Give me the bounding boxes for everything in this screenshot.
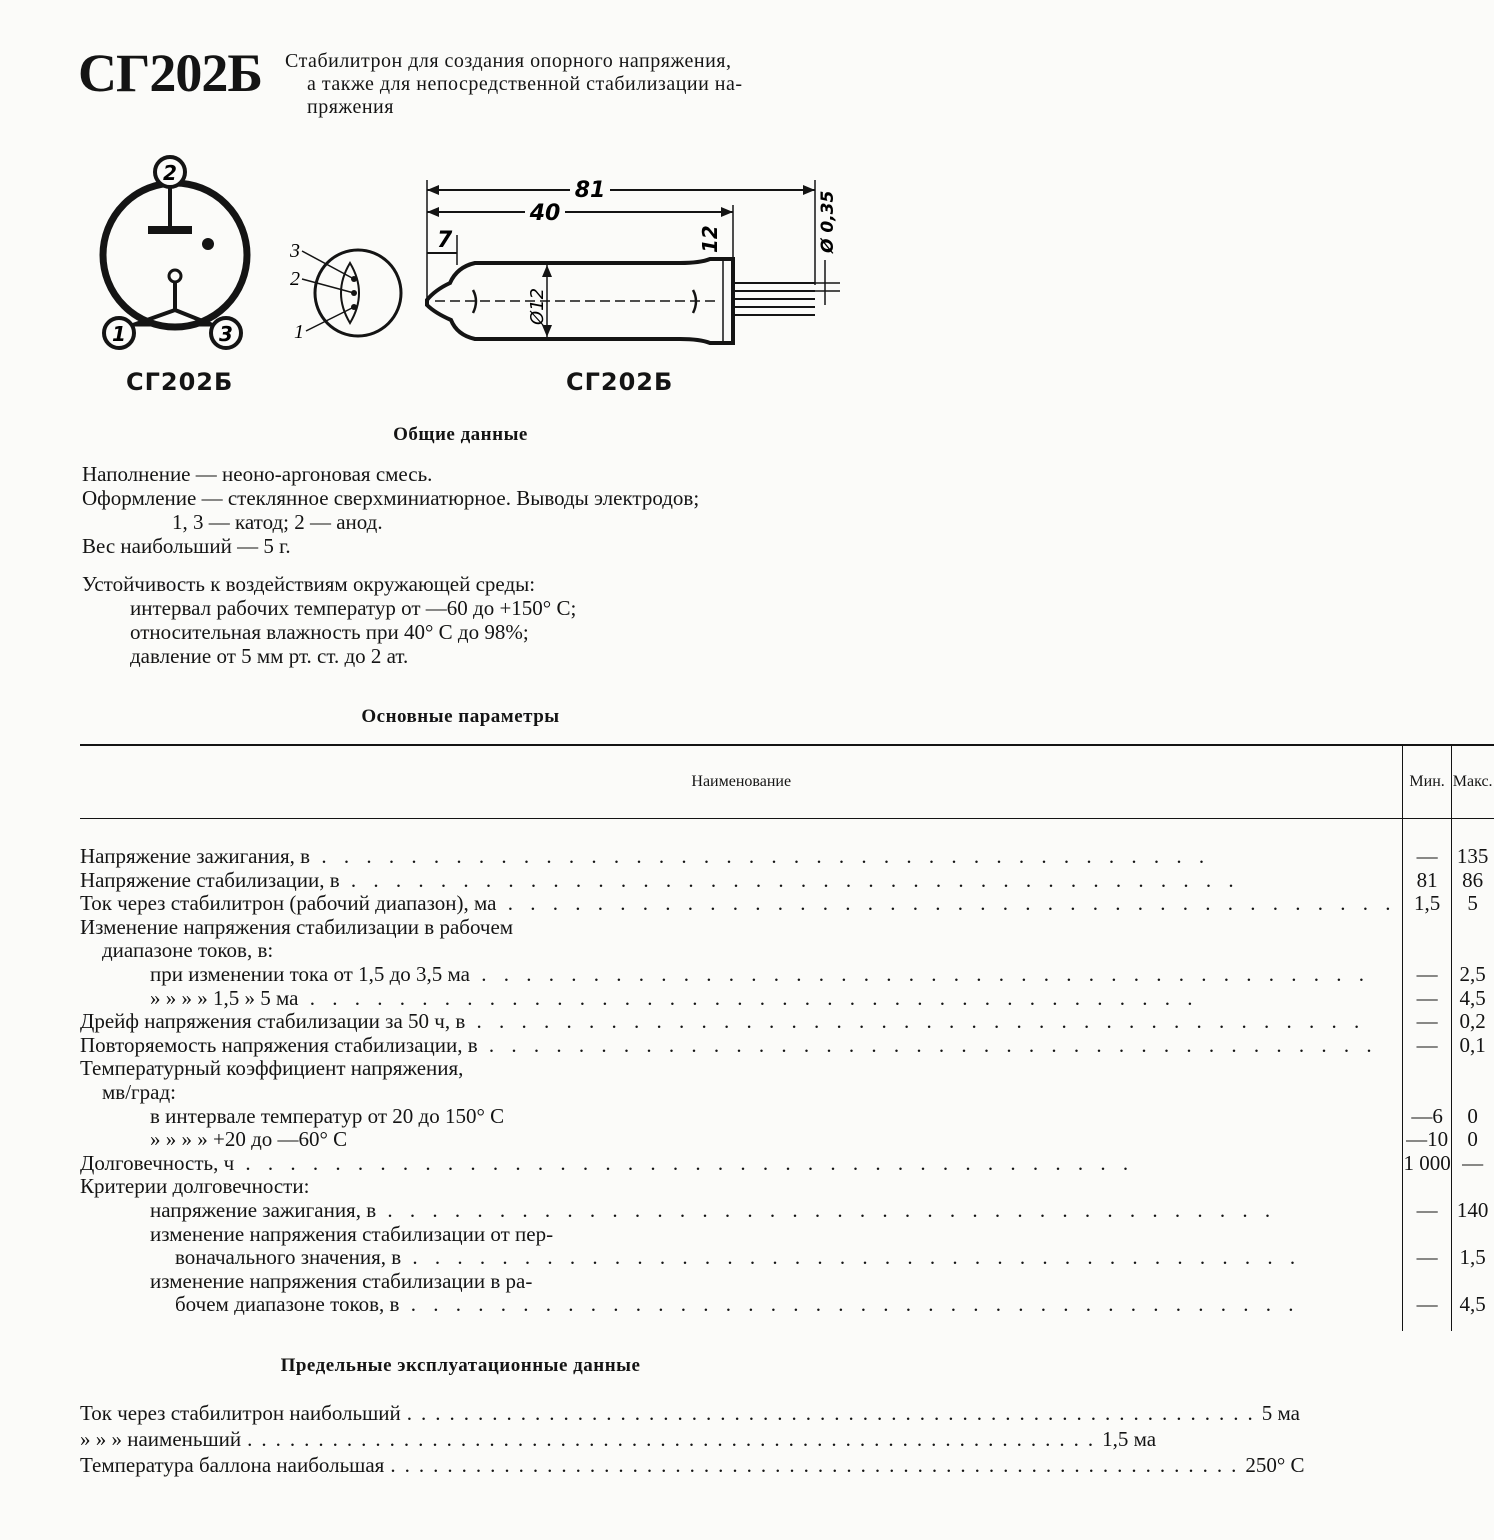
dim-body-length: 40	[529, 201, 561, 226]
end-pin-1-label: 1	[294, 321, 304, 343]
pinout-diagram	[95, 150, 265, 360]
param-name: изменение напряжения стабилизации в ра-	[150, 1268, 533, 1293]
table-row	[80, 1223, 1494, 1247]
table-row	[80, 1081, 1494, 1105]
param-max: 5	[1451, 892, 1493, 916]
param-max	[1451, 1175, 1493, 1199]
dim-total-length: 81	[574, 178, 606, 203]
param-name: Ток через стабилитрон (рабочий диапазон), ма . . . . . . . . . . . . . . . . . . . . . . . . . . . . . . . . . . . . . . . .	[80, 891, 1397, 916]
dim-tip-length: 7	[437, 228, 453, 253]
param-name: мв/град:	[102, 1079, 176, 1104]
param-max: 86	[1451, 869, 1493, 893]
table-row	[80, 1246, 1494, 1270]
table-row	[80, 1034, 1494, 1058]
param-min: —	[1403, 1293, 1451, 1317]
design-text: Оформление — стеклянное сверхминиатюрное. Выводы электродов;	[82, 486, 700, 510]
outline-drawing	[415, 165, 855, 360]
pin-1-label: 1	[112, 322, 126, 346]
limit-name: » » » наименьший	[80, 1427, 242, 1451]
weight-text: Вес наибольший — 5 г.	[82, 534, 291, 558]
table-row	[80, 1128, 1494, 1152]
param-max	[1451, 939, 1493, 963]
limit-value: 250° С	[1245, 1453, 1305, 1477]
limit-value: 1,5 ма	[1102, 1427, 1157, 1451]
param-name: бочем диапазоне токов, в . . . . . . . . . . . . . . . . . . . . . . . . . . . . . . . . . . . . . . . .	[175, 1292, 1300, 1317]
env-line: относительная влажность при 40° С до 98%;	[130, 620, 529, 644]
param-min: 1 000	[1403, 1150, 1451, 1175]
table-row	[80, 1105, 1494, 1129]
param-min: —	[1403, 1010, 1451, 1034]
param-min	[1403, 1175, 1451, 1199]
description-line: пряжения	[307, 96, 394, 118]
param-max	[1451, 1057, 1493, 1081]
limit-row: Температура баллона наибольшая ............................................................ 250° С	[80, 1453, 1305, 1477]
table-row	[80, 1199, 1494, 1223]
end-view-diagram	[280, 235, 405, 345]
table-row	[80, 1175, 1494, 1199]
param-max: 0	[1451, 1105, 1493, 1129]
table-row	[80, 1270, 1494, 1294]
filling-text: Наполнение — неоно-аргоновая смесь.	[82, 462, 433, 486]
param-name: Напряжение зажигания, в . . . . . . . . . . . . . . . . . . . . . . . . . . . . . . . . . . . . . . . .	[80, 844, 1211, 868]
param-min: 81	[1403, 869, 1451, 893]
param-max: 140	[1451, 1199, 1493, 1223]
description-line: Стабилитрон для создания опорного напряжения,	[285, 50, 732, 72]
getter-dot	[202, 238, 214, 250]
param-name: Изменение напряжения стабилизации в рабочем	[80, 914, 514, 939]
param-name: Напряжение стабилизации, в . . . . . . . . . . . . . . . . . . . . . . . . . . . . . . . . . . . . . . . .	[80, 867, 1240, 892]
col-name-header: Наименование	[80, 745, 1403, 819]
params-heading: Основные параметры	[361, 706, 560, 727]
table-row	[80, 1293, 1494, 1317]
params-table	[80, 744, 1494, 1331]
limit-name: Температура баллона наибольшая	[80, 1453, 385, 1477]
dim-body-height: 12	[698, 225, 722, 253]
table-row	[80, 845, 1494, 869]
param-min: —10	[1403, 1128, 1451, 1152]
env-line: интервал рабочих температур от —60 до +150° С;	[130, 596, 577, 620]
col-min-header: Мин.	[1403, 745, 1451, 819]
tube-title: СГ202Б	[78, 43, 263, 103]
limit-row: Ток через стабилитрон наибольший ............................................................ 5 ма	[80, 1401, 1300, 1425]
param-min: 1,5	[1403, 892, 1451, 916]
param-min: —	[1403, 963, 1451, 987]
param-name: воначального значения, в . . . . . . . . . . . . . . . . . . . . . . . . . . . . . . . . . . . . . . . .	[175, 1245, 1302, 1270]
table-row	[80, 939, 1494, 963]
env-line: давление от 5 мм рт. ст. до 2 ат.	[130, 644, 409, 668]
param-min	[1403, 1057, 1451, 1081]
general-heading: Общие данные	[393, 424, 528, 445]
table-row	[80, 916, 1494, 940]
pin-3-label: 3	[219, 322, 233, 346]
param-max	[1451, 916, 1493, 940]
param-name: напряжение зажигания, в . . . . . . . . . . . . . . . . . . . . . . . . . . . . . . . . . . . . . . . .	[150, 1197, 1277, 1222]
outline-caption: СГ202Б	[566, 368, 674, 396]
description-line: а также для непосредственной стабилизации на-	[307, 73, 743, 95]
param-max: 4,5	[1451, 1293, 1493, 1317]
param-name: » » » » 1,5 » 5 ма . . . . . . . . . . . . . . . . . . . . . . . . . . . . . . . . . . . . . . . .	[150, 985, 1199, 1010]
dim-lead-diameter: Ø 0,35	[818, 190, 838, 253]
limits-list	[80, 1400, 1305, 1478]
pinout-caption: СГ202Б	[126, 368, 234, 396]
table-row	[80, 892, 1494, 916]
param-min	[1403, 1223, 1451, 1247]
param-name: в интервале температур от 20 до 150° С	[150, 1103, 505, 1128]
table-row	[80, 1057, 1494, 1081]
param-max: 2,5	[1451, 963, 1493, 987]
tube-description	[285, 50, 865, 119]
param-min: —	[1403, 1034, 1451, 1058]
table-row	[80, 1010, 1494, 1034]
param-max: 135	[1451, 845, 1493, 869]
param-min: —	[1403, 987, 1451, 1011]
limit-name: Ток через стабилитрон наибольший	[80, 1401, 401, 1425]
limit-row: » » » наименьший ............................................................ 1,5 ма	[80, 1427, 1157, 1451]
param-name: Критерии долговечности:	[80, 1174, 310, 1199]
param-name: » » » » +20 до —60° С	[150, 1127, 348, 1152]
end-pin-2-label: 2	[290, 268, 300, 290]
param-min: —	[1403, 1246, 1451, 1270]
param-max	[1451, 1223, 1493, 1247]
param-name: Дрейф напряжения стабилизации за 50 ч, в . . . . . . . . . . . . . . . . . . . . . . . . . . . . . . . . . . . . . . . .	[80, 1009, 1366, 1034]
param-name: Повторяемость напряжения стабилизации, в . . . . . . . . . . . . . . . . . . . . . . . . . . . . . . . . . . . . . . . .	[80, 1032, 1378, 1057]
param-min	[1403, 916, 1451, 940]
param-name: диапазоне токов, в:	[102, 938, 274, 963]
param-max: —	[1451, 1152, 1493, 1176]
param-name: изменение напряжения стабилизации от пер-	[150, 1221, 554, 1246]
param-max	[1451, 1081, 1493, 1105]
param-max: 0,2	[1451, 1010, 1493, 1034]
limits-heading: Предельные эксплуатационные данные	[280, 1355, 641, 1376]
param-name: при изменении тока от 1,5 до 3,5 ма . . . . . . . . . . . . . . . . . . . . . . . . . . . . . . . . . . . . . . . .	[150, 961, 1371, 986]
dim-diameter: Ø12	[527, 287, 548, 325]
param-max: 1,5	[1451, 1246, 1493, 1270]
param-min: —	[1403, 845, 1451, 869]
table-row	[80, 987, 1494, 1011]
col-max-header: Макс.	[1451, 745, 1493, 819]
param-min	[1403, 939, 1451, 963]
param-max: 0	[1451, 1128, 1493, 1152]
design-cont-text: 1, 3 — катод; 2 — анод.	[172, 510, 383, 534]
param-min: —6	[1403, 1105, 1451, 1129]
table-row	[80, 963, 1494, 987]
param-name: Температурный коэффициент напряжения,	[80, 1056, 464, 1081]
limit-value: 5 ма	[1261, 1401, 1300, 1425]
param-max	[1451, 1270, 1493, 1294]
param-min	[1403, 1081, 1451, 1105]
general-data	[82, 462, 852, 668]
table-row	[80, 1152, 1494, 1176]
param-max: 0,1	[1451, 1034, 1493, 1058]
param-min: —	[1403, 1199, 1451, 1223]
anode-plate	[148, 226, 192, 234]
param-min	[1403, 1270, 1451, 1294]
param-name: Долговечность, ч . . . . . . . . . . . . . . . . . . . . . . . . . . . . . . . . . . . . . . . .	[80, 1150, 1135, 1175]
end-pin-3-label: 3	[290, 240, 300, 262]
param-max: 4,5	[1451, 987, 1493, 1011]
env-title: Устойчивость к воздействиям окружающей среды:	[82, 572, 536, 596]
pin-2-label: 2	[163, 161, 177, 185]
table-row	[80, 869, 1494, 893]
